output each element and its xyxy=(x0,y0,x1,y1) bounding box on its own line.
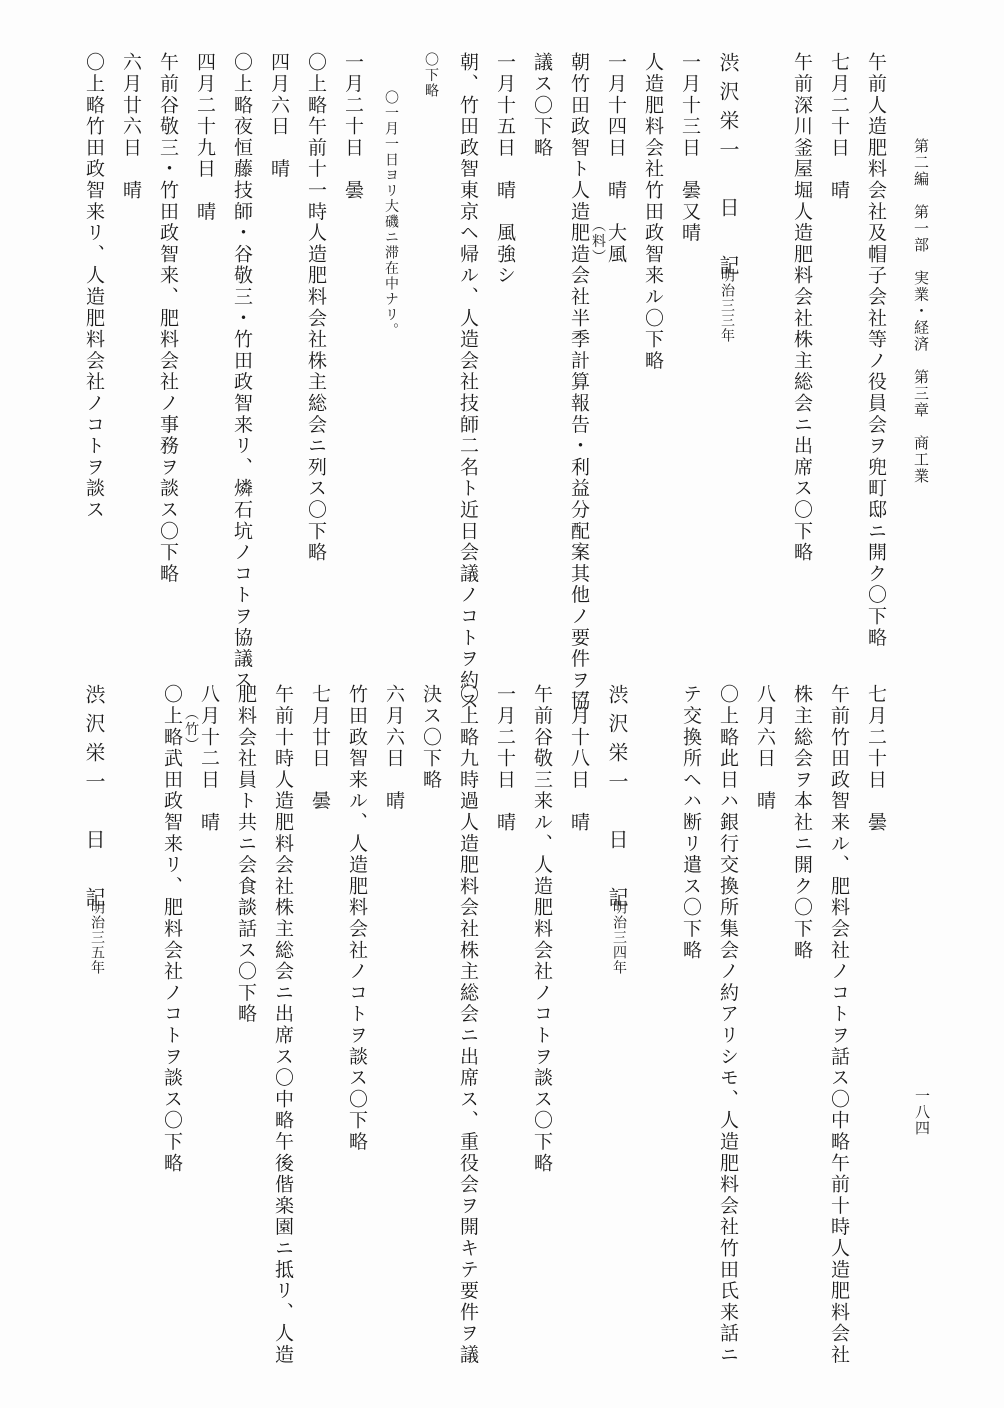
text-line: 竹田政智来ル、人造肥料会社ノコトヲ談ス〇下略 xyxy=(346,684,368,1153)
text-line: 午前竹田政智来ル、肥料会社ノコトヲ話ス〇中略午前十時人造肥料会社 xyxy=(828,684,850,1366)
text-line: 八月十二日 晴 xyxy=(198,684,220,834)
page-number: 一八四 xyxy=(913,1088,931,1136)
running-header: 第二編 第一部 実業・経済 第三章 商工業 xyxy=(912,138,930,485)
text-line: 決ス〇下略 xyxy=(420,684,442,791)
text-line: 朝竹田政智ト人造肥造会社半季計算報告・利益分配案其他ノ要件ヲ協 xyxy=(568,52,590,713)
text-line: 株主総会ヲ本社ニ開ク〇下略 xyxy=(791,684,813,961)
text-line: 〇上略此日ハ銀行交換所集会ノ約アリシモ、人造肥料会社竹田氏来話ニ xyxy=(717,684,739,1366)
diary-title: 渋沢栄一 日 記 xyxy=(716,52,740,284)
text-line: 午前谷敬三・竹田政智来、肥料会社ノ事務ヲ談ス〇下略 xyxy=(157,52,179,585)
text-line: 午前十時人造肥料会社株主総会ニ出席ス〇中略午後偕楽園ニ抵リ、人造 xyxy=(272,684,294,1366)
text-line: 午前谷敬三来ル、人造肥料会社ノコトヲ談ス〇下略 xyxy=(531,684,553,1174)
text-line: 一月十四日 晴 大風 xyxy=(605,52,627,265)
text-line: 七月二十日 晴 xyxy=(828,52,850,202)
text-line: 〇一月一日ヨリ大磯ニ滞在中ナリ。 xyxy=(383,90,399,338)
text-line: 四月二十九日 晴 xyxy=(194,52,216,223)
text-line: 肥料会社員ト共ニ会食談話ス〇下略 xyxy=(235,684,257,1025)
text-line: 〇上略夜恒藤技師・谷敬三・竹田政智来リ、燐石坑ノコトヲ協議ス xyxy=(231,52,253,691)
text-line: 人造肥料会社竹田政智来ル〇下略 xyxy=(642,52,664,372)
text-line: 朝、竹田政智東京ヘ帰ル、人造会社技師二名ト近日会議ノコトヲ約ス xyxy=(457,52,479,713)
text-line: 議ス〇下略 xyxy=(531,52,553,159)
text-line: 午前深川釜屋堀人造肥料会社株主総会ニ出席ス〇下略 xyxy=(791,52,813,564)
text-line: 〇上略午前十一時人造肥料会社株主総会ニ列ス〇下略 xyxy=(305,52,327,564)
diary-title: 渋沢栄一 日 記 xyxy=(605,684,629,916)
text-line: 一月二十日 晴 xyxy=(494,684,516,834)
diary-year: 明治三三年 xyxy=(719,268,735,343)
ruby-annotation: （料） xyxy=(590,218,606,265)
text-line: 六月廿六日 晴 xyxy=(120,52,142,202)
text-line: 一月十五日 晴 風強シ xyxy=(494,52,516,287)
diary-year: 明治三五年 xyxy=(89,900,105,975)
text-line: 午前人造肥料会社及帽子会社等ノ役員会ヲ兜町邸ニ開ク〇下略 xyxy=(865,52,887,649)
text-line: 〇上略武田政智来リ、肥料会社ノコトヲ談ス〇下略 xyxy=(161,684,183,1174)
ruby-annotation: （竹） xyxy=(183,706,199,753)
text-line: 一月二十日 曇 xyxy=(342,52,364,202)
diary-year: 明治三四年 xyxy=(611,900,627,975)
text-line: 六月六日 晴 xyxy=(383,684,405,812)
text-line: テ交換所ヘハ断リ遣ス〇下略 xyxy=(680,684,702,961)
text-line: 〇下略 xyxy=(423,52,439,99)
text-line: 一月十八日 晴 xyxy=(568,684,590,834)
text-line: 七月廿日 曇 xyxy=(309,684,331,812)
text-line: 七月二十日 曇 xyxy=(865,684,887,834)
text-line: 四月六日 晴 xyxy=(268,52,290,180)
text-line: 一月十三日 曇又晴 xyxy=(679,52,701,244)
text-line: 〇上略九時過人造肥料会社株主総会ニ出席ス、重役会ヲ開キテ要件ヲ議 xyxy=(457,684,479,1366)
text-line: 八月六日 晴 xyxy=(754,684,776,812)
text-line: 〇上略竹田政智来リ、人造肥料会社ノコトヲ談ス xyxy=(83,52,105,521)
diary-title: 渋沢栄一 日 記 xyxy=(82,684,106,916)
